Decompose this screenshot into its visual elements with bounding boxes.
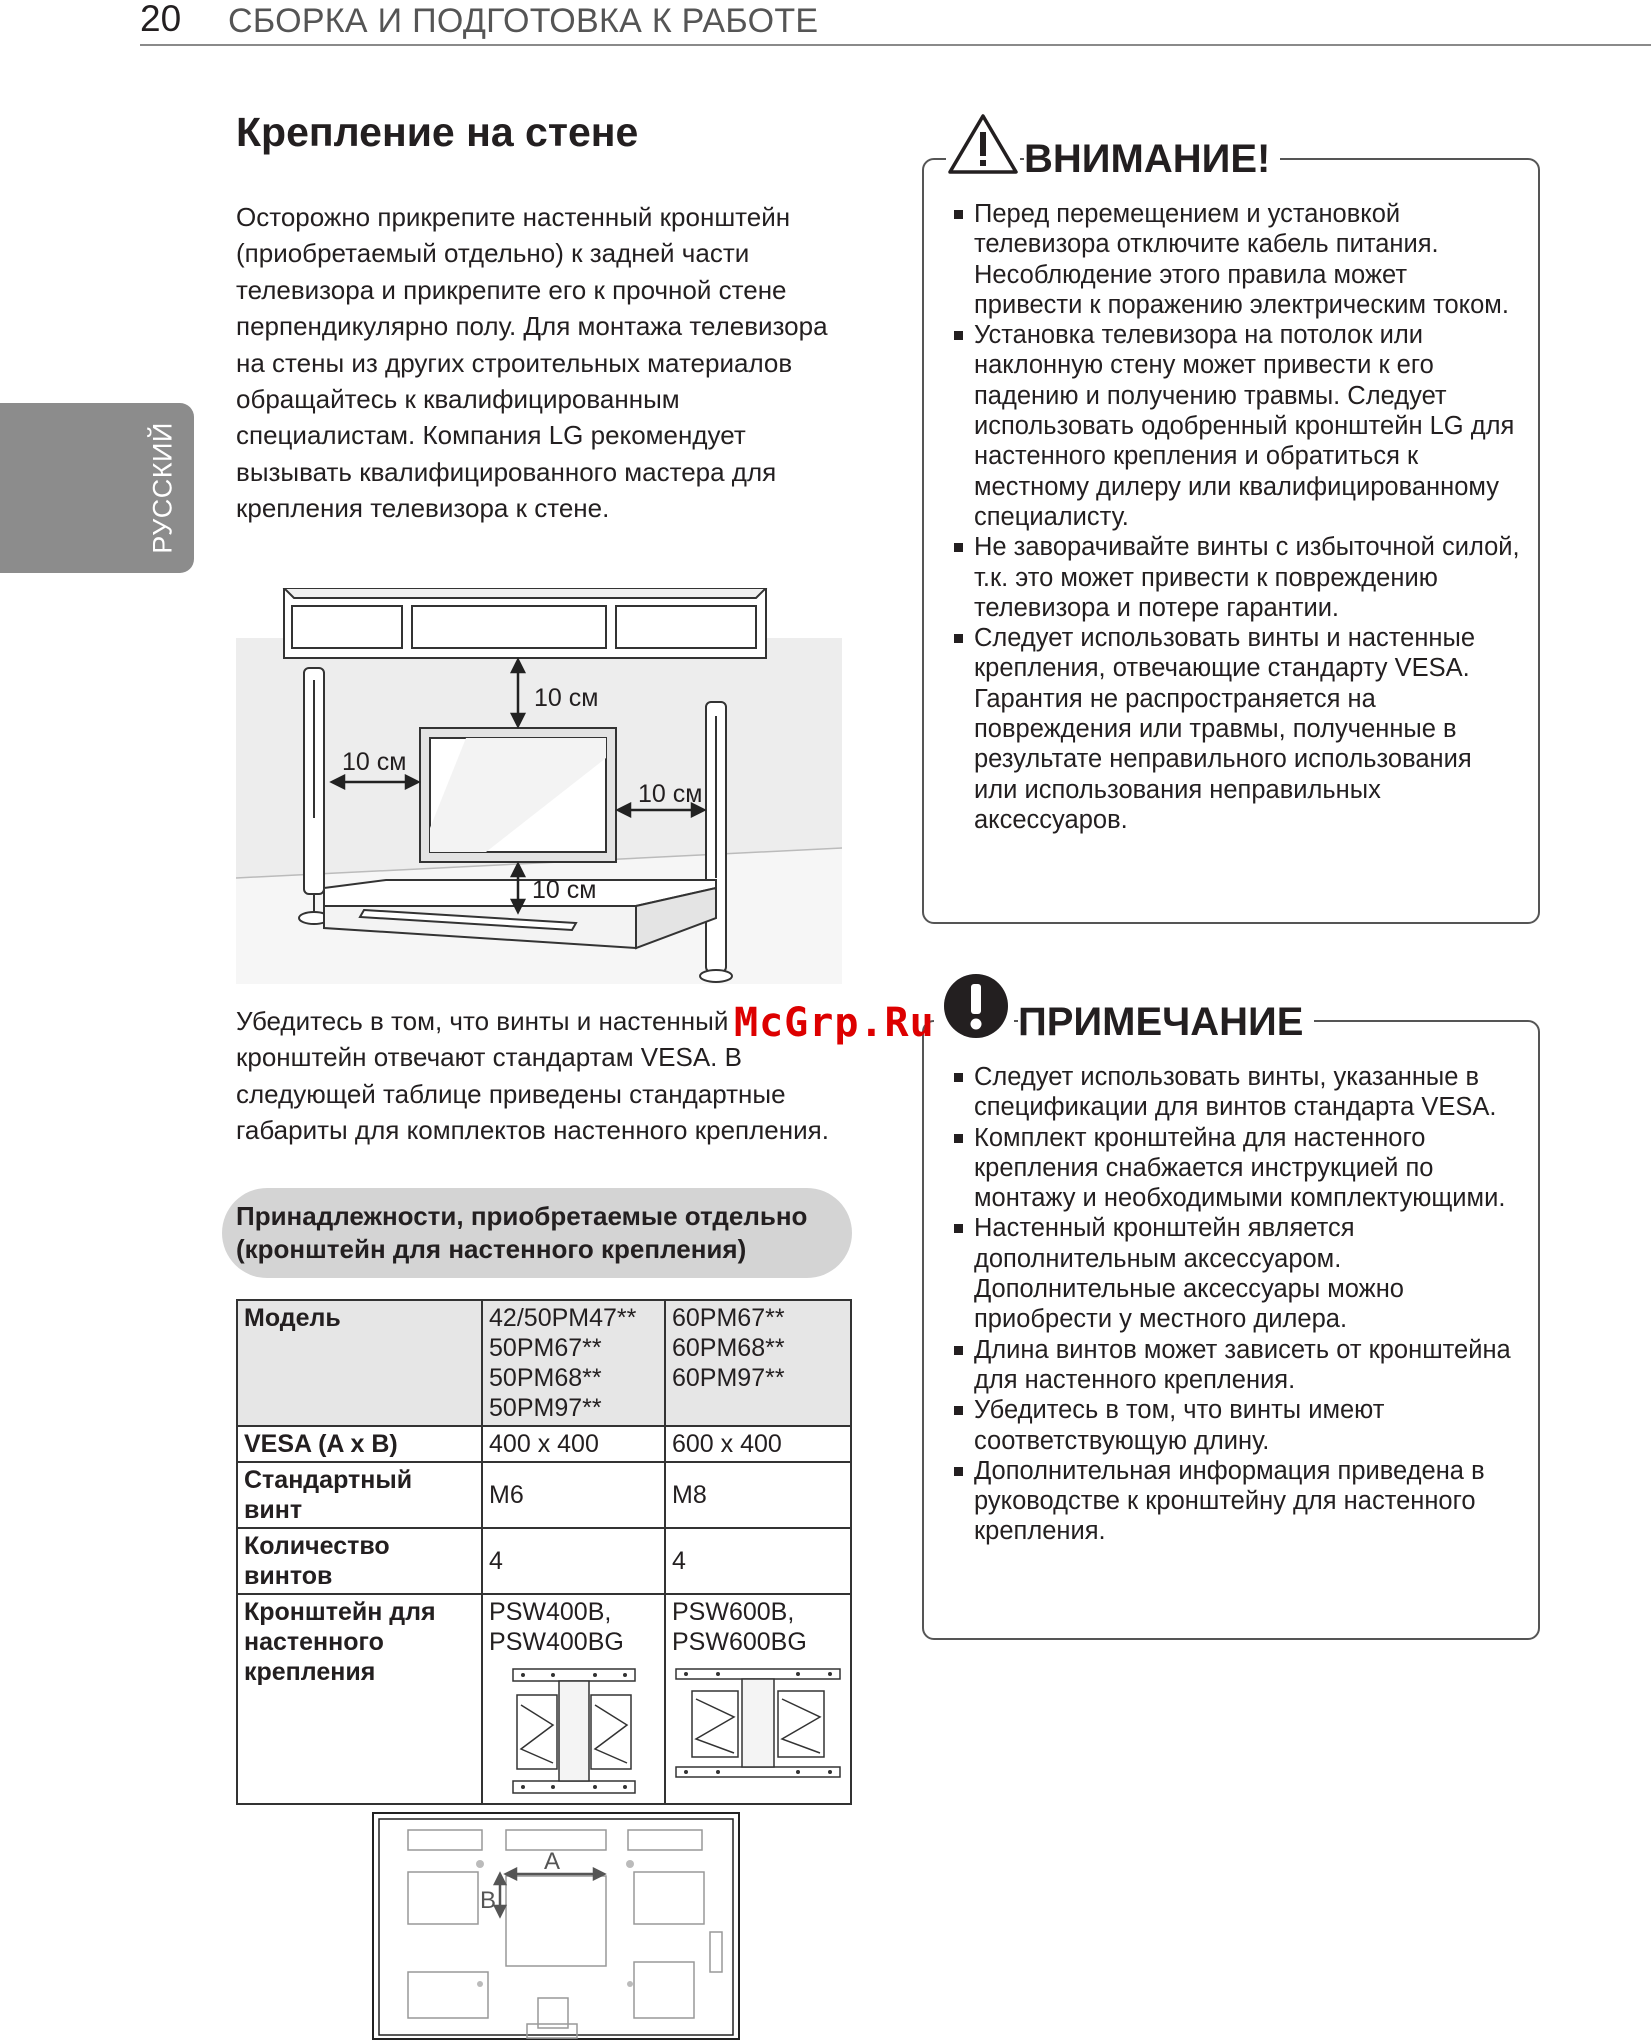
left-gap-label: 10 см <box>342 748 407 776</box>
model-a-1: 42/50PM47** <box>489 1304 637 1332</box>
watermark: McGrp.Ru <box>734 1000 935 1046</box>
vesa-b: 600 x 400 <box>665 1426 851 1462</box>
count-a: 4 <box>482 1528 665 1594</box>
page-number: 20 <box>140 0 182 39</box>
list-item: Не заворачивайте винты с избыточной силой, т.к. это может привести к повреждению телевизора и потере гарантии. <box>952 532 1522 623</box>
note-exclamation-icon <box>934 970 1014 1042</box>
language-tab-label: РУССКИЙ <box>147 422 178 554</box>
wall-cabinet <box>284 588 766 658</box>
warning-list <box>952 199 1522 835</box>
bottom-gap-label: 10 см <box>532 876 597 904</box>
screw-b: M8 <box>665 1462 851 1528</box>
vesa-label: VESA (A x B) <box>237 1426 482 1462</box>
screw-a: M6 <box>482 1462 665 1528</box>
list-item: Комплект кронштейна для настенного крепления снабжается инструкцией по монтажу и необходимыми комплектующими. <box>952 1123 1522 1214</box>
table-row <box>237 1462 851 1528</box>
list-item: Следует использовать винты, указанные в спецификации для винтов стандарта VESA. <box>952 1062 1522 1123</box>
model-b-1: 60PM67** <box>672 1304 785 1332</box>
list-item: Дополнительная информация приведена в руководстве к кронштейну для настенного крепления. <box>952 1456 1522 1547</box>
model-b-2: 60PM68** <box>672 1334 785 1362</box>
header-rule <box>140 44 1651 46</box>
accessories-heading-line-1: Принадлежности, приобретаемые отдельно <box>236 1201 808 1231</box>
model-label: Модель <box>237 1300 482 1426</box>
bracket-a-2: PSW400BG <box>489 1628 624 1656</box>
bracket-b <box>665 1594 851 1804</box>
bracket-label: Кронштейн для настенного крепления <box>237 1594 482 1804</box>
model-a-2: 50PM67** <box>489 1334 602 1362</box>
note-list <box>952 1062 1522 1547</box>
count-b: 4 <box>665 1528 851 1594</box>
left-speaker <box>299 668 329 924</box>
intro-text: Осторожно прикрепите настенный кронштейн (приобретаемый отдельно) к задней части телевизора и прикрепите его к прочной стене перпендикулярно полу. Для монтажа телевизора на стены из других строительных материалов обращайтесь к квалифицированным специалистам. Компания LG рекомендует вызывать квалифицированного мастера для крепления телевизора к стене. <box>236 202 828 524</box>
dimension-a-label: A <box>544 1848 561 1875</box>
list-item: Перед перемещением и установкой телевизора отключите кабель питания. Несоблюдение этого правила может привести к поражению электрическим током. <box>952 199 1522 320</box>
language-tab-label-wrap <box>138 403 188 573</box>
warning-title: ВНИМАНИЕ! <box>1024 136 1280 182</box>
bracket-psw600-image <box>672 1665 844 1781</box>
list-item: Следует использовать винты и настенные крепления, отвечающие стандарту VESA. Гарантия не распространяется на повреждения или травмы, полученные в результате неправильного использования или использования неправильных аксессуаров. <box>952 623 1522 835</box>
table-row <box>237 1300 851 1426</box>
table-row <box>237 1528 851 1594</box>
list-item: Установка телевизора на потолок или наклонную стену может привести к его падению и получению травмы. Следует использовать одобренный кронштейн LG для настенного крепления и обратиться к местному дилеру или квалифицированному специалисту. <box>952 320 1522 532</box>
bracket-a <box>482 1594 665 1804</box>
vesa-table <box>236 1299 852 1805</box>
table-row <box>237 1594 851 1804</box>
tv-back-diagram <box>372 1812 740 2040</box>
top-gap-label: 10 см <box>534 684 599 712</box>
screw-label: Стандартный винт <box>237 1462 482 1528</box>
accessories-heading-line-2: (кронштейн для настенного крепления) <box>236 1234 747 1264</box>
list-item: Убедитесь в том, что винты имеют соответствующую длину. <box>952 1395 1522 1456</box>
dimension-b-label: B <box>480 1887 497 1914</box>
section-header: СБОРКА И ПОДГОТОВКА К РАБОТЕ <box>228 2 819 40</box>
bracket-a-1: PSW400B, <box>489 1598 612 1626</box>
list-item: Настенный кронштейн является дополнительным аксессуаром. Дополнительные аксессуары можно приобрести у местного дилера. <box>952 1213 1522 1334</box>
count-label: Количество винтов <box>237 1528 482 1594</box>
intro-paragraph <box>236 199 856 527</box>
right-gap-label: 10 см <box>638 780 703 808</box>
bracket-b-2: PSW600BG <box>672 1628 807 1656</box>
bracket-psw400-image <box>509 1665 639 1797</box>
model-a-4: 50PM97** <box>489 1394 602 1422</box>
model-a-3: 50PM68** <box>489 1364 602 1392</box>
list-item: Длина винтов может зависеть от кронштейна для настенного крепления. <box>952 1335 1522 1396</box>
bracket-b-1: PSW600B, <box>672 1598 795 1626</box>
clearance-diagram <box>236 588 842 984</box>
models-cell-a <box>482 1300 665 1426</box>
tv-set <box>420 728 616 862</box>
page-title: Крепление на стене <box>236 109 639 155</box>
table-row <box>237 1426 851 1462</box>
warning-triangle-icon <box>946 112 1020 176</box>
accessories-heading <box>236 1200 856 1266</box>
model-b-3: 60PM97** <box>672 1364 785 1392</box>
note-title: ПРИМЕЧАНИЕ <box>1018 999 1314 1045</box>
vesa-a: 400 x 400 <box>482 1426 665 1462</box>
models-cell-b <box>665 1300 851 1426</box>
vesa-text: Убедитесь в том, что винты и настенный кронштейн отвечают стандартам VESA. В следующей таблице приведены стандартные габариты для комплектов настенного крепления. <box>236 1006 829 1146</box>
